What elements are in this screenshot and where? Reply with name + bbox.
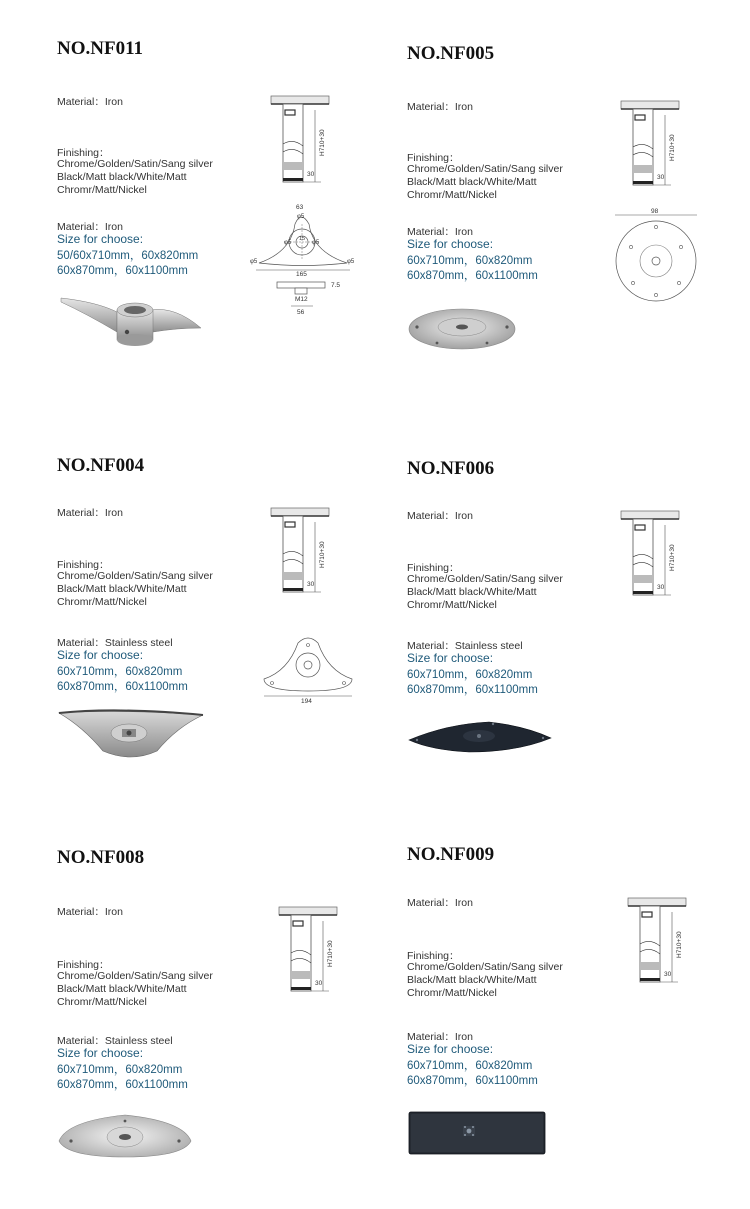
base-photo	[407, 1110, 547, 1156]
size-line: 60x710mm，60x820mm	[57, 1064, 183, 1076]
product-title: NO.NF008	[57, 847, 145, 868]
material-label: Material：Iron	[407, 510, 473, 522]
size-heading: Size for choose:	[407, 651, 494, 665]
size-options	[407, 1059, 538, 1089]
size-line: 60x870mm，60x1100mm	[407, 684, 538, 696]
finishing-options	[407, 573, 563, 612]
base-photo	[57, 1111, 193, 1159]
size-options	[407, 254, 538, 284]
leg-drawing	[628, 898, 708, 990]
finishing-label: Finishing：	[57, 959, 110, 971]
finishing-line: Black/Matt black/White/Matt	[57, 983, 187, 995]
size-options	[407, 668, 538, 698]
leg-height-dim: H710+30	[319, 541, 326, 568]
dim-label: 7.5	[331, 282, 341, 289]
finishing-line: Chromr/Matt/Nickel	[407, 987, 497, 999]
finishing-line: Chromr/Matt/Nickel	[407, 189, 497, 201]
dim-label: φ5	[347, 259, 355, 265]
product-nf009	[407, 844, 750, 1204]
finishing-line: Chromr/Matt/Nickel	[57, 184, 147, 196]
leg-diameter-dim: 30	[307, 171, 315, 178]
base-photo	[407, 307, 517, 351]
product-title: NO.NF006	[407, 458, 495, 479]
leg-height-dim: H710+30	[669, 544, 676, 571]
product-nf006	[407, 458, 750, 818]
size-heading: Size for choose:	[57, 648, 144, 662]
leg-height-dim: H710+30	[319, 129, 326, 156]
size-heading: Size for choose:	[407, 1042, 494, 1056]
base-material-label: Material：Stainless steel	[407, 640, 523, 652]
product-title: NO.NF005	[407, 43, 495, 64]
leg-height-dim: H710+30	[669, 134, 676, 161]
dim-label: φ5	[284, 240, 292, 246]
finishing-line: Black/Matt black/White/Matt	[57, 583, 187, 595]
leg-height-dim: H710+30	[327, 940, 334, 967]
size-options	[57, 249, 198, 279]
finishing-line: Chromr/Matt/Nickel	[407, 599, 497, 611]
finishing-line: Chrome/Golden/Satin/Sang silver	[407, 163, 563, 175]
product-nf008	[57, 847, 417, 1207]
leg-drawing	[621, 101, 701, 193]
size-line: 60x870mm，60x1100mm	[57, 1079, 188, 1091]
finishing-options	[57, 158, 213, 197]
dim-label: 56	[297, 309, 305, 316]
finishing-label: Finishing：	[407, 950, 460, 962]
dim-label: 15	[299, 236, 306, 242]
size-heading: Size for choose:	[407, 237, 494, 251]
product-title: NO.NF004	[57, 455, 145, 476]
size-line: 60x710mm，60x820mm	[57, 666, 183, 678]
size-line: 60x870mm，60x1100mm	[57, 265, 188, 277]
dim-label: 165	[296, 271, 307, 278]
size-line: 60x870mm，60x1100mm	[407, 270, 538, 282]
dim-label: φ5	[250, 259, 258, 265]
finishing-options	[407, 163, 563, 202]
finishing-line: Chrome/Golden/Satin/Sang silver	[57, 570, 213, 582]
dim-label: φ5	[297, 214, 305, 220]
base-material-label: Material：Iron	[57, 221, 123, 233]
leg-drawing	[271, 508, 351, 600]
finishing-line: Chrome/Golden/Satin/Sang silver	[57, 158, 213, 170]
size-line: 60x710mm，60x820mm	[407, 255, 533, 267]
size-line: 50/60x710mm，60x820mm	[57, 250, 199, 262]
material-label: Material：Iron	[57, 906, 123, 918]
dim-label: M12	[295, 296, 308, 303]
leg-diameter-dim: 30	[657, 174, 665, 181]
finishing-line: Chromr/Matt/Nickel	[57, 596, 147, 608]
leg-drawing	[271, 96, 351, 188]
material-label: Material：Iron	[57, 96, 123, 108]
finishing-options	[57, 570, 213, 609]
finishing-line: Chrome/Golden/Satin/Sang silver	[407, 961, 563, 973]
finishing-label: Finishing：	[407, 152, 460, 164]
product-title: NO.NF011	[57, 38, 144, 59]
base-material-label: Material：Iron	[407, 1031, 473, 1043]
base-photo	[57, 288, 207, 350]
size-heading: Size for choose:	[57, 1046, 144, 1060]
finishing-line: Chrome/Golden/Satin/Sang silver	[57, 970, 213, 982]
finishing-line: Black/Matt black/White/Matt	[407, 176, 537, 188]
product-nf011	[57, 38, 417, 398]
leg-diameter-dim: 30	[664, 971, 672, 978]
base-drawing	[611, 209, 701, 305]
material-label: Material：Iron	[57, 507, 123, 519]
base-material-label: Material：Stainless steel	[57, 1035, 173, 1047]
finishing-line: Black/Matt black/White/Matt	[407, 974, 537, 986]
product-title: NO.NF009	[407, 844, 495, 865]
leg-diameter-dim: 30	[307, 581, 315, 588]
finishing-line: Chromr/Matt/Nickel	[57, 996, 147, 1008]
size-line: 60x870mm，60x1100mm	[57, 681, 188, 693]
base-material-label: Material：Stainless steel	[57, 637, 173, 649]
size-line: 60x870mm，60x1100mm	[407, 1075, 538, 1087]
size-heading: Size for choose:	[57, 232, 144, 246]
dim-label: φ5	[312, 240, 320, 246]
leg-height-dim: H710+30	[676, 931, 683, 958]
finishing-line: Chrome/Golden/Satin/Sang silver	[407, 573, 563, 585]
finishing-line: Black/Matt black/White/Matt	[407, 586, 537, 598]
material-label: Material：Iron	[407, 897, 473, 909]
base-material-label: Material：Iron	[407, 226, 473, 238]
base-photo	[57, 707, 205, 763]
base-photo	[407, 720, 553, 754]
finishing-options	[57, 970, 213, 1009]
material-label: Material：Iron	[407, 101, 473, 113]
leg-drawing	[279, 907, 359, 999]
product-nf005	[407, 43, 750, 403]
product-nf004	[57, 455, 417, 815]
finishing-line: Black/Matt black/White/Matt	[57, 171, 187, 183]
finishing-label: Finishing：	[57, 147, 110, 159]
leg-diameter-dim: 30	[315, 980, 323, 987]
dim-label: 194	[301, 698, 312, 705]
size-options	[57, 665, 188, 695]
base-drawing	[251, 206, 361, 316]
base-drawing	[260, 633, 356, 705]
dim-label: 98	[651, 208, 659, 215]
dim-label: 63	[296, 204, 304, 211]
size-options	[57, 1063, 188, 1093]
leg-drawing	[621, 511, 701, 603]
leg-diameter-dim: 30	[657, 584, 665, 591]
finishing-options	[407, 961, 563, 1000]
size-line: 60x710mm，60x820mm	[407, 669, 533, 681]
size-line: 60x710mm，60x820mm	[407, 1060, 533, 1072]
finishing-label: Finishing：	[407, 562, 460, 574]
finishing-label: Finishing：	[57, 559, 110, 571]
